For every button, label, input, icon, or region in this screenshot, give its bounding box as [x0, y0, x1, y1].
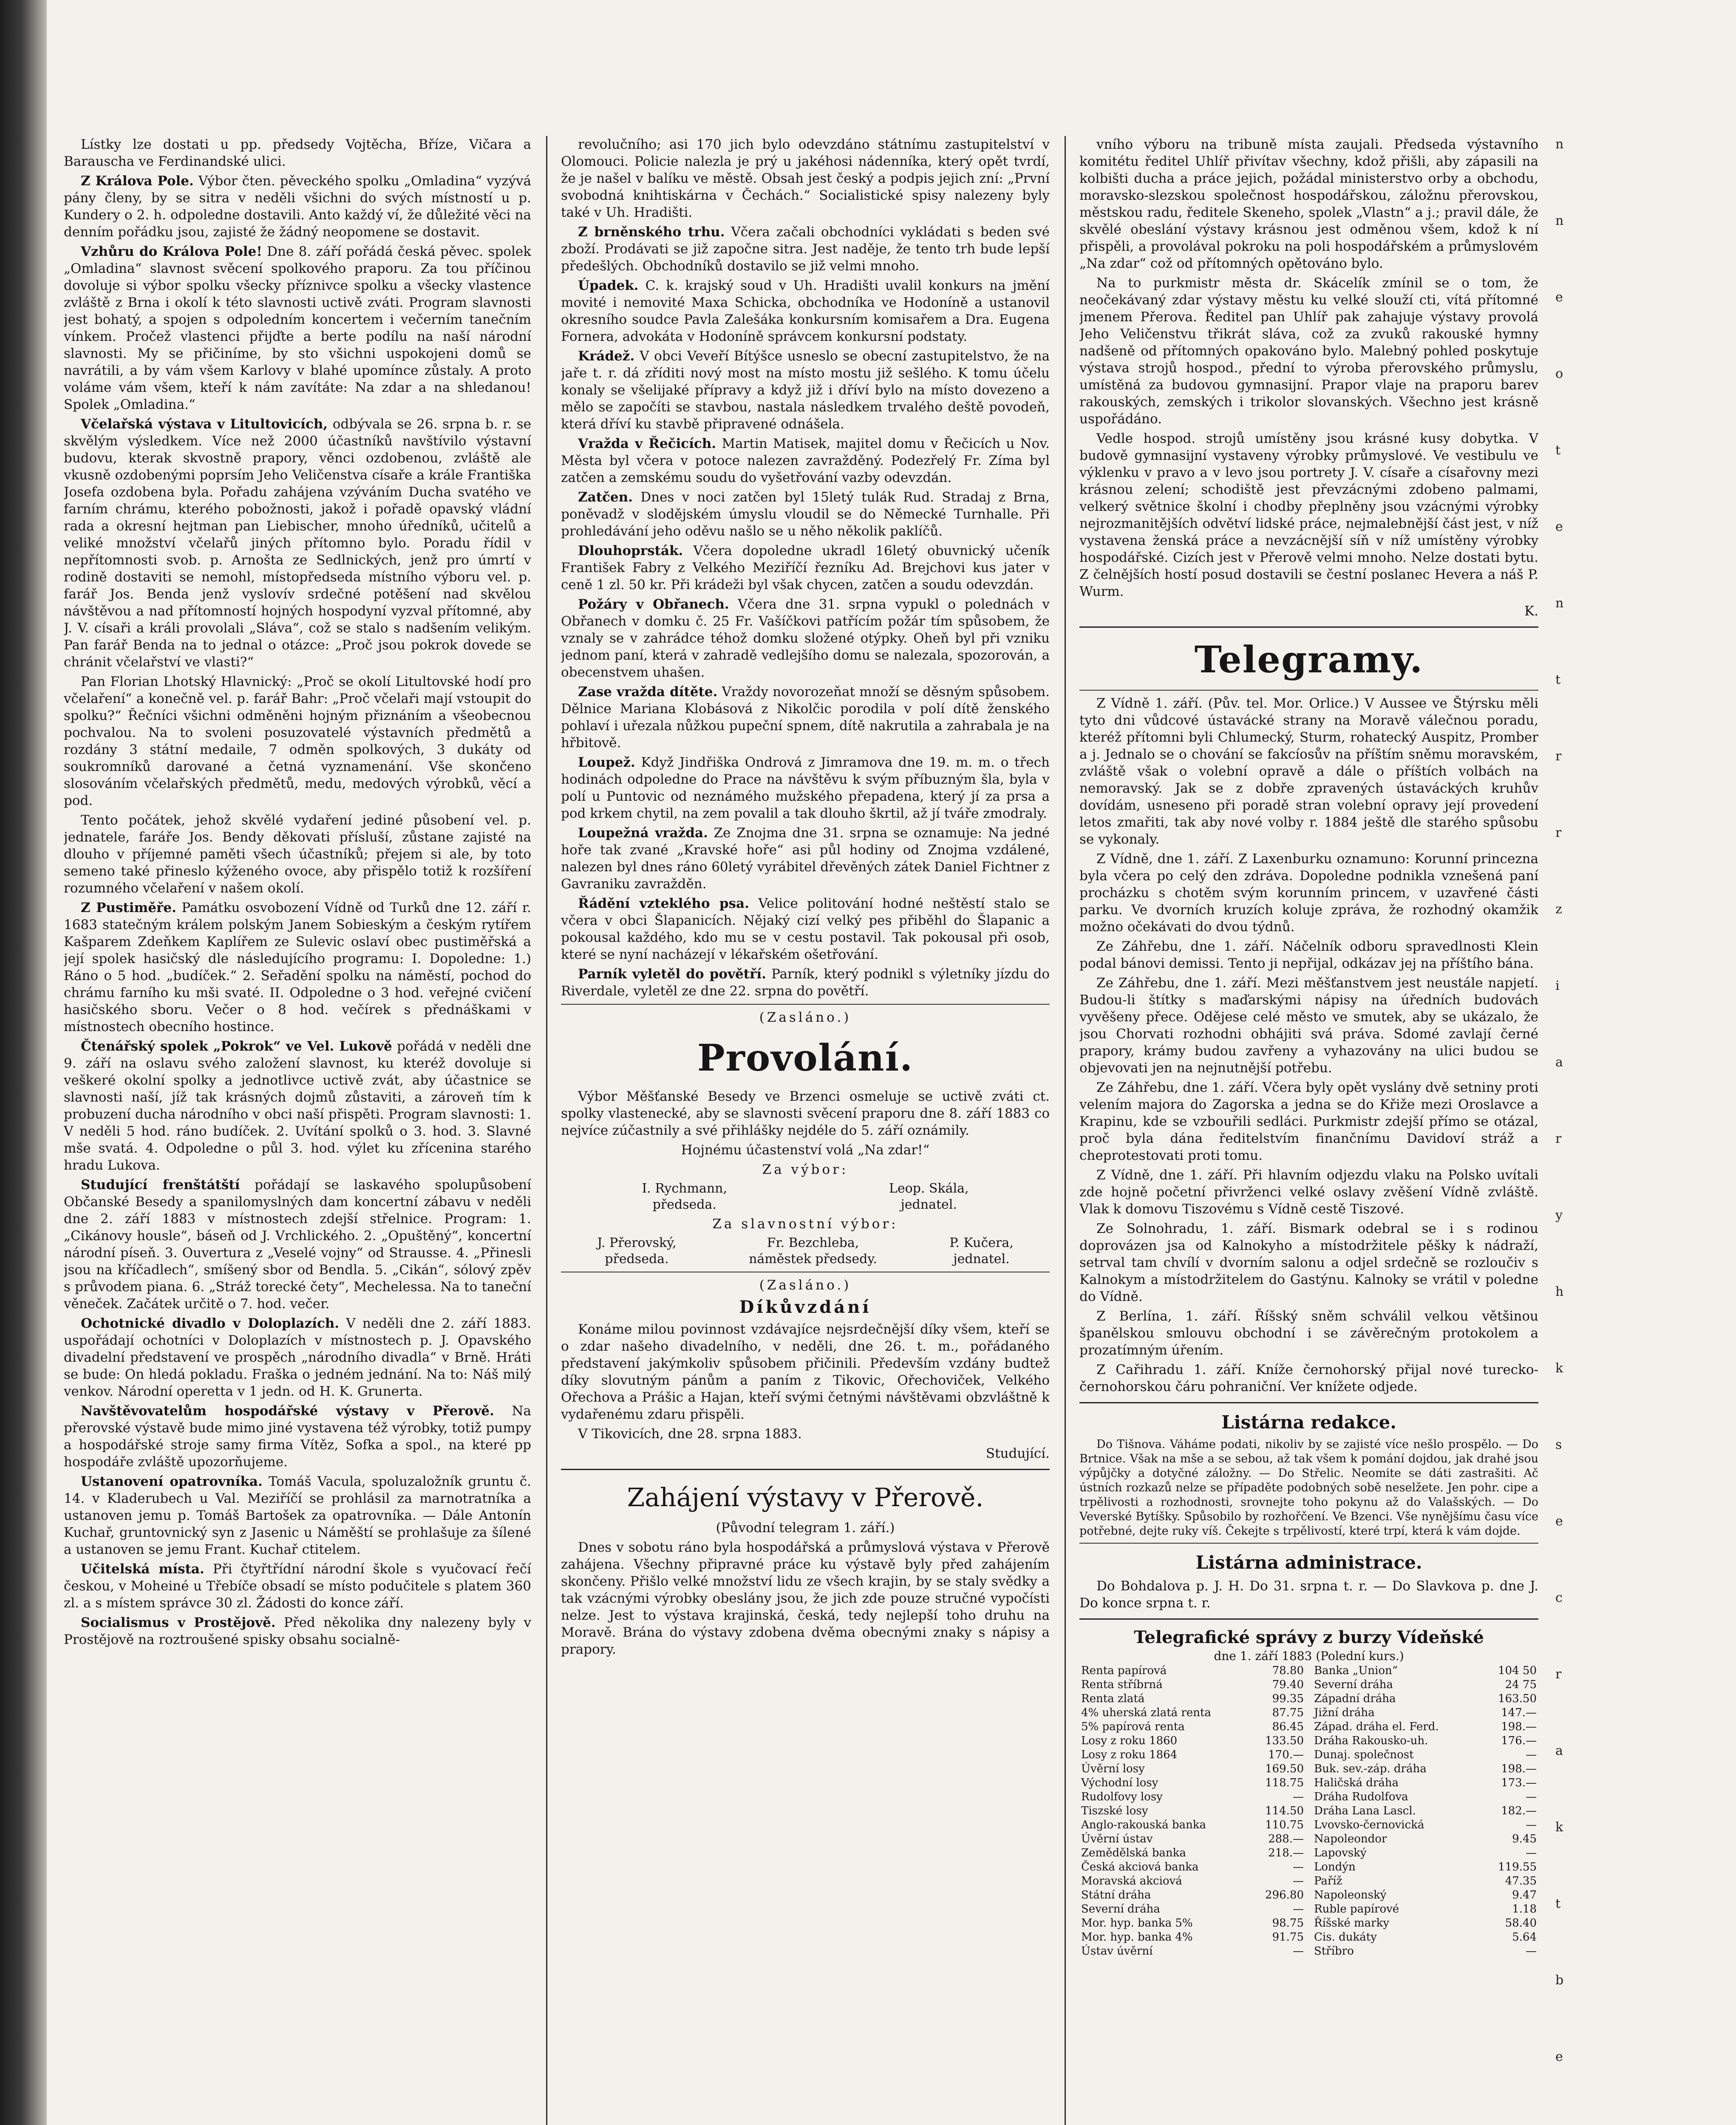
- article-signature: K.: [1524, 604, 1538, 619]
- margin-letter: e: [1555, 2049, 1563, 2064]
- exchange-item-value: 98.75: [1272, 1917, 1304, 1930]
- exchange-row: [1312, 1706, 1538, 1720]
- telegram-item: Z Vídně, dne 1. září. Z Laxenburku oznamuno: Korunní princezna byla včera po celý den zdráva. Dopoledne podnikla vznešená paní procházku s chotěm svým korunním princem, v uzavřené části parku. Ve dvorních kruzích koluje zpráva, že rozhodný okamžik možno očekávati do dvou týdnů.: [1079, 851, 1538, 935]
- telegramy-title: Telegramy.: [1194, 638, 1424, 681]
- article-heading: Vražda v Řečicích.: [578, 436, 716, 451]
- exchange-row: [1079, 1720, 1306, 1734]
- exchange-item-name: Banka „Union“: [1314, 1664, 1398, 1677]
- exchange-item-value: 118.75: [1265, 1776, 1304, 1789]
- exchange-row: [1312, 1944, 1538, 1958]
- article-heading: Loupež.: [578, 755, 635, 770]
- exchange-row: [1079, 1860, 1306, 1874]
- listarna-title: Listárna redakce.: [1221, 1412, 1396, 1433]
- exchange-row: [1312, 1678, 1538, 1692]
- exchange-item-name: Haličská dráha: [1314, 1776, 1399, 1789]
- exchange-item-value: 182.—: [1501, 1805, 1537, 1817]
- article-paragraph: Čtenářský spolek „Pokrok“ ve Vel. Lukově pořádá v neděli dne 9. září na oslavu svého založení slavnost, ku kteréž dovoluje si veškeré okolní spolky a jednotlivce uctivě zvát, aby účastnice se slavnosti naší, jíž tak krásných dojmů zůstaviti, a zároveň tím k probuzení ducha národního v obci naší přispěti. Program slavnosti: 1. V neděli 5 hod. ráno budíček. 2. Uvítání spolků o 3. hod. 3. Slavné mše svatá. 4. Odpoledne o půl 3. hod. výlet ku zřícenina starého hradu Lukova.: [64, 1039, 531, 1173]
- exchange-item-name: Napoleondor: [1314, 1833, 1387, 1845]
- exchange-item-value: 170.—: [1268, 1748, 1304, 1761]
- exchange-row: [1312, 1860, 1538, 1874]
- margin-letter: o: [1555, 366, 1563, 381]
- exchange-item-name: Severní dráha: [1314, 1678, 1393, 1691]
- margin-letter: e: [1555, 1514, 1563, 1529]
- telegram-item: Z Vídně, dne 1. září. Při hlavním odjezdu vlaku na Polsko uvítali zde hojně početní přivrženci velké oslavy zvěšení Vídně zvláště. Vlak k domovu Tiszovému s Vídně cestě Tiszové.: [1079, 1167, 1538, 1217]
- section-rule: [1079, 690, 1538, 691]
- exchange-row: [1312, 1874, 1538, 1888]
- margin-letter: n: [1555, 137, 1564, 152]
- article-heading: Řádění vzteklého psa.: [578, 896, 749, 911]
- article-paragraph: Včelařská výstava v Litultovicích, odbývala se 26. srpna b. r. se skvělým výsledkem. Více než 2000 účastníků navštívilo výstavní budovu, kterak skvostně prapory, věnci ozdobenou, zvláště ale vkusně ozdobenými poprsím Jeho Veličenstva císaře a krále Františka Josefa ozdobena byla. Pořadu zahájena vzýváním Ducha svatého ve farním chrámu, kterého pobožnosti, jakož i pořadě opavský vládní rada a okresní hejtman pan Liebischer, mnoho úředníků, učitelů a veliké množství včelařů jiných přítomno bylo. Poradu řídil v nepřítomnosti svob. p. Arnošta ze Sedlnických, jenž pro úmrtí v rodině dostaviti se nemohl, místopředseda místního výboru vel. p. farář Jos. Benda jenž vyslovív srdečné potěšení nad skvělou návštěvou a nad přítomností hojných hospodyní vyzval přítomné, aby J. V. císaři a králi provolali „Sláva“, což se stalo s nadšením velikým. Pan farář Benda na to jednal o otázce: „Proč jsou pokrok dovede se chránit včelařství ve vlasti?“: [64, 416, 531, 670]
- exchange-item-name: Moravská akciová: [1081, 1875, 1182, 1887]
- exchange-item-name: Cis. dukáty: [1314, 1931, 1377, 1944]
- telegram-item: Z Berlína, 1. září. Říšský sněm schválil velkou většinou španělskou smlouvu obchodní i se závěrečným protokolem a prozatímným úřením.: [1079, 1309, 1538, 1358]
- exchange-item-value: 163.50: [1498, 1692, 1537, 1705]
- article-heading: Parník vyletěl do povětří.: [578, 966, 766, 982]
- article-paragraph: revolučního; asi 170 jich bylo odevzdáno státnímu zastupitelství v Olomouci. Policie nalezla je prý u jakéhosi nádenníka, který opět tvrdí, že je našel v balíku ve městě. Obsah jest český a podpis jejich zní: „První svobodná knihtiskárna v Čechách.“ Socialistické spisy nalezeny byly také v Uh. Hradišti.: [561, 137, 1050, 220]
- exchange-table-left: [1079, 1664, 1306, 1958]
- signature: I. Rychmann, předseda.: [642, 1181, 728, 1212]
- exchange-row: [1079, 1846, 1306, 1860]
- telegram-item: Ze Záhřebu, dne 1. září. Mezi měšťanstvem jest neustále napjetí. Budou-li štítky s maďarskými nápisy na úředních budovách vyvěšeny přece. Odějese celé město ve smutek, aby se ukázalo, že jsou Chorvati rozhodni obhájiti svá práva. Sdomé zavlají černé prapory, krámy budou zavřeny a vyhazovány na ulici budou se objevovati jen na nejnutnější potřebu.: [1079, 975, 1538, 1076]
- exchange-item-name: Lvovsko-černovická: [1314, 1819, 1424, 1831]
- margin-letter: z: [1555, 902, 1562, 917]
- exchange-item-value: 198.—: [1501, 1762, 1537, 1775]
- exchange-row: [1079, 1944, 1306, 1958]
- exchange-row: [1312, 1720, 1538, 1734]
- exchange-item-value: —: [1526, 1847, 1537, 1859]
- article-paragraph: Řádění vzteklého psa. Velice politování hodné neštěstí stalo se včera v obci Šlapanicích. Nějaký cizí velký pes přiběhl do Šlapanic a pokousal každého, kdo mu se v cestu postavil. Tak pokousal při osob, které se nyní nacházejí v lékařském ošetřování.: [561, 896, 1050, 962]
- zahajeni-title: Zahájení výstavy v Přerově.: [627, 1483, 984, 1513]
- exchange-item-name: Východní losy: [1081, 1776, 1158, 1789]
- exchange-item-value: 99.35: [1272, 1692, 1304, 1705]
- exchange-row: [1079, 1916, 1306, 1930]
- exchange-item-name: Úvěrní losy: [1081, 1762, 1145, 1775]
- exchange-item-name: Rudolfovy losy: [1081, 1791, 1163, 1803]
- exchange-item-value: —: [1293, 1875, 1304, 1887]
- article-paragraph: Učitelská místa. Při čtyřtřídní národní škole s vyučovací řečí českou, v Moheiné u Třebíče obsadí se místo podučitele s platem 360 zl. a s místem správce 30 zl. Žádosti do konce září.: [64, 1561, 531, 1611]
- exchange-item-value: 79.40: [1272, 1678, 1304, 1691]
- article-paragraph: Pan Florian Lhotský Hlavnický: „Proč se okolí Litultovské hodí pro včelaření“ a konečně vel. p. farář Bahr: „Proč včelaři mají vstoupit do spolku?“ Řečníci všichni odměněni hojným přiznáním a všeobecnou pochvalou. Na to svoleni posuzovatelé výstavních předmětů a rozdány 3 státní medaile, 7 odměn spolkových, 3 dukáty od soukromníků darované a četná vyznamenání. Vše skončeno slosováním včelařských předmětů, medu, medových výrobků, věcí a pod.: [64, 674, 531, 808]
- exchange-item-value: —: [1293, 1791, 1304, 1803]
- exchange-item-name: Paříž: [1314, 1875, 1342, 1887]
- article-heading: Z Králova Pole.: [81, 173, 194, 189]
- exchange-item-name: Česká akciová banka: [1081, 1861, 1199, 1873]
- exchange-row: [1079, 1790, 1306, 1804]
- admin-text: Do Bohdalova p. J. H. Do 31. srpna t. r. — Do Slavkova p. dne J. Do konce srpna t. r.: [1079, 1578, 1538, 1611]
- exchange-item-value: 58.40: [1505, 1917, 1537, 1930]
- exchange-item-value: 119.55: [1498, 1861, 1537, 1873]
- article-paragraph: Z Králova Pole. Výbor čten. pěveckého spolku „Omladina“ vyzývá pány členy, by se sitra v neděli všichni do svých místností u p. Kundery o 2. h. odpoledne dostavili. Anto každý ví, že důležité věci na denním pořádku jsou, zajisté že žádný neopomene se dostavit.: [64, 173, 531, 240]
- exchange-row: [1312, 1748, 1538, 1762]
- exchange-row: [1312, 1846, 1538, 1860]
- article-paragraph: Ustanovení opatrovníka. Tomáš Vacula, spoluzaložník gruntu č. 14. v Kladerubech u Val. Meziříčí se prohlásil za marnotratníka a ustanoven jemu p. Tomáš Bartošek za opatrovníka. — Dále Antonín Kuchař, gruntovnický syn z Jasenic u Náměští se prohlašuje za šílené a ustanoven se jemu Frant. Kuchař ctitelem.: [64, 1474, 531, 1557]
- article-paragraph: Navštěvovatelům hospodářské výstavy v Přerově. Na přerovské výstavě bude mimo jiné vystavena též výrobky, totiž pumpy a hospodářské stroje samy firma Vítěz, Sofka a spol., na které pp hospodáře zvláště upozorňujeme.: [64, 1403, 531, 1470]
- right-margin-fragments: [1555, 136, 1589, 2125]
- article-heading: Loupežná vražda.: [578, 825, 708, 841]
- provolani-greeting: Hojnému účastenství volá „Na zdar!“: [681, 1142, 930, 1158]
- exchange-row: [1079, 1804, 1306, 1818]
- exchange-row: [1312, 1902, 1538, 1916]
- margin-letter: t: [1555, 1896, 1561, 1911]
- exchange-item-value: 78.80: [1272, 1664, 1304, 1677]
- section-rule: [1079, 626, 1538, 628]
- article-heading: Ustanovení opatrovníka.: [81, 1474, 263, 1489]
- exchange-row: [1312, 1916, 1538, 1930]
- signature: J. Přerovský, předseda.: [597, 1235, 677, 1266]
- article-paragraph: Na to purkmistr města dr. Skácelík zmínil se o tom, že neočekávaný zdar výstavy městu ku velké slouží cti, vítá přítomné jmenem Přerova. Ředitel pan Uhlíř pak zahajuje výstavy provolá Jeho Veličenstvu třikrát sláva, což za zvuků rakouské hymny nadšeně od přítomných opakováno bylo. Malebný pohled poskytuje výstava strojů hospod., přední to výroba přerovského průmyslu, umístěná za budovou gymnasijní. Prapor vlaje na praporu barev rakouských, zemských i trikolor slovanských. Všechno jest krásně uspořádáno.: [1079, 275, 1538, 427]
- exchange-item-value: 296.80: [1265, 1889, 1304, 1901]
- article-heading: Úpadek.: [578, 278, 639, 293]
- za-slavnostni-label: Za slavnostní výbor:: [712, 1216, 898, 1232]
- exchange-row: [1312, 1762, 1538, 1776]
- exchange-item-value: 86.45: [1272, 1720, 1304, 1733]
- exchange-table-right: [1312, 1664, 1538, 1958]
- exchange-item-value: 1.18: [1512, 1903, 1537, 1915]
- exchange-item-value: 9.45: [1512, 1833, 1537, 1845]
- section-rule: [561, 1004, 1050, 1005]
- exchange-item-value: —: [1293, 1903, 1304, 1915]
- article-paragraph: Ochotnické divadlo v Doloplazích. V neděli dne 2. září 1883. uspořádají ochotníci v Doloplazích v místnostech p. J. Opavského divadelní představení ve prospěch „národního divadla“ v Brně. Hráti se bude: On hledá pokladu. Fraška o jedném jednání. Na to: Náš milý venkov. Národní operetta v 1 jedn. od H. K. Grunerta.: [64, 1316, 531, 1399]
- article-paragraph: Vedle hospod. strojů umístěny jsou krásné kusy dobytka. V budově gymnasijní vystaveny výrobky průmyslové. Ve vestibulu ve výklenku v pravo a v levo jsou portrety J. V. císaře a císařovny mezi krásnou zelení; schodiště jest převzácnými zdobeno palmami, velkerý světnice školní i chodby přeplněny jsou vzácnými výrobky nejrozmanitějších odvětví lidské práce, nejmalebnější část jest, v níž vystavena ženská práce a nevzácnější síň v níž umístěny výrobky hospodářské. Cizích jest v Přerově velmi mnoho. Nelze dostati bytu. Z čelnějších hostí posud dostavili se čestní poslanec Hevera a náš P. Wurm.: [1079, 431, 1538, 599]
- exchange-item-name: Dráha Rakousko-uh.: [1314, 1734, 1428, 1747]
- telegram-item: Ze Záhřebu, dne 1. září. Včera byly opět vyslány dvě setniny proti velením majora do Zagorska a jedna se do Křiže mezi Oroslavce a Krapinu, kde se vzbouřili sedláci. Purkmistr zdejší přímo se otázal, proč byla dána ředitelstvím finančnímu Davidoví stráž a cheprotestovati proti tomu.: [1079, 1080, 1538, 1163]
- article-heading: Dlouhoprsták.: [578, 543, 683, 558]
- exchange-item-name: Mor. hyp. banka 4%: [1081, 1931, 1193, 1944]
- dikuvzdani-signature: Studující.: [986, 1446, 1050, 1461]
- exchange-item-value: —: [1526, 1819, 1537, 1831]
- article-paragraph: Krádež. V obci Veveří Bítýšce usneslo se obecní zastupitelstvo, že na jaře t. r. dá zříditi nový most na místo mostu již sešlého. K tomu účelu konaly se všelijaké přípravy a když již i dříví bylo na místo dovezeno a mělo se započíti se stavbou, nastala následkem trvalého deště povodeň, která dříví ku stavbě připravené odnášela.: [561, 348, 1050, 432]
- exchange-row: [1079, 1678, 1306, 1692]
- exchange-item-value: 104 50: [1498, 1664, 1537, 1677]
- dikuvzdani-text: Konáme milou povinnost vzdávajíce nejsrdečnější díky všem, kteří se o zdar našeho divadelního, v neděli, dne 26. t. m., pořádaného představení jakýmkoliv spůsobem přičinili. Především vzdány budtež díky slovutným pánům a paním z Tikovic, Ořechoviček, Velkého Ořechova a Prášic a Hajan, kteří svými četnými návštěvami obzvláštně k vydařenému zdaru přispěli.: [561, 1322, 1050, 1422]
- column-3: [1079, 136, 1538, 2125]
- exchange-item-value: 218.—: [1268, 1847, 1304, 1859]
- exchange-item-name: Stříbro: [1314, 1945, 1354, 1958]
- margin-letter: a: [1555, 1055, 1563, 1070]
- margin-letter: e: [1555, 519, 1563, 534]
- exchange-item-name: Losy z roku 1860: [1081, 1734, 1178, 1747]
- exchange-row: [1312, 1692, 1538, 1706]
- article-heading: Ochotnické divadlo v Doloplazích.: [81, 1316, 340, 1331]
- telegram-item: Ze Záhřebu, dne 1. září. Náčelník odboru spravedlnosti Klein podal bánovi demissi. Tento ji nepřijal, odkázav jej na příštího bána.: [1079, 939, 1538, 971]
- exchange-item-value: 169.50: [1265, 1762, 1304, 1775]
- article-paragraph: Loupežná vražda. Ze Znojma dne 31. srpna se oznamuje: Na jedné hoře tak zvané „Kravské hoře“ asi půl hodiny od Znojma vzdálené, nalezen byl dnes ráno 60letý vyrábitel dřevěných zátek Daniel Fichtner z Gavraniku zavražděn.: [561, 825, 1050, 892]
- margin-letter: r: [1555, 749, 1562, 764]
- exchange-row: [1079, 1692, 1306, 1706]
- exchange-item-value: 9.47: [1512, 1889, 1537, 1901]
- telegram-item: Z Vídně 1. září. (Pův. tel. Mor. Orlice.) V Aussee ve Štýrsku měli tyto dni vůdcové ústavácké strany na Moravě válečnou poradu, kteréž přítomni byli Chlumecký, Sturm, rohatecký Auspitz, Promber a j. Jednalo se o chování se fakcíosův na příštím sněmu moravském, zvláště však o volební opravě a dále o příštích volbách na nemoravský. Jak se z dobře zpravených ústaváckých kruhův dovídám, usneseno při poradě stran volební opravy její provedení letos zmařiti, tak aby nové volby r. 1884 ještě dle starého spůsobu se vykonaly.: [1079, 696, 1538, 847]
- section-rule: [1079, 1543, 1538, 1544]
- exchange-item-value: 173.—: [1501, 1776, 1537, 1789]
- article-paragraph: Vražda v Řečicích. Martin Matisek, majitel domu v Řečicích u Nov. Města byl včera v potoce nalezen zavražděný. Podezřelý Fr. Zíma byl zatčen a zemskému soudu do vyšetřování vazby odevzdán.: [561, 436, 1050, 485]
- exchange-item-value: 5.64: [1512, 1931, 1537, 1944]
- signature: Leop. Skála, jednatel.: [889, 1181, 969, 1212]
- exchange-item-name: Ústav úvěrní: [1081, 1945, 1153, 1958]
- exchange-item-value: —: [1526, 1791, 1537, 1803]
- exchange-item-name: Anglo-rakouská banka: [1081, 1819, 1206, 1831]
- article-paragraph: Socialismus v Prostějově. Před několika dny nalezeny byly v Prostějově na roztroušené spisky obsahu socialně-: [64, 1615, 531, 1647]
- margin-letter: t: [1555, 443, 1561, 458]
- za-vybor-label: Za výbor:: [762, 1162, 849, 1177]
- zaslano-label: (Zasláno.): [759, 1010, 852, 1025]
- telegram-item: Z Cařihradu 1. září. Kníže černohorský přijal nové turecko-černohorskou čáru pohraniční. Ver knížete odjede.: [1079, 1362, 1538, 1394]
- exchange-row: [1079, 1818, 1306, 1832]
- exchange-item-value: —: [1293, 1945, 1304, 1958]
- exchange-item-value: 24 75: [1505, 1678, 1537, 1691]
- article-paragraph: Zatčen. Dnes v noci zatčen byl 15letý tulák Rud. Stradaj z Brna, poněvadž v slodějském úmyslu vloudil se do Německé Turnhalle. Při prohledávání jeho oděvu našlo se u něho několik paklíčů.: [561, 490, 1050, 539]
- margin-letter: y: [1555, 1208, 1563, 1223]
- margin-letter: r: [1555, 1667, 1562, 1682]
- section-rule: [1079, 1618, 1538, 1620]
- exchange-item-name: Západ. dráha el. Ferd.: [1314, 1720, 1439, 1733]
- column-2: [561, 136, 1050, 2125]
- article-paragraph: Studující frenštátští pořádají se laskavého spolupůsobení Občanské Besedy a spanilomyslných dam koncertní zábavu v neděli dne 2. září 1883 v místnostech zdejší střelnice. Program: 1. „Cikánovy housle“, báseň od J. Vrchlického. 2. „Opuštěný“, koncertní národní píseň. 3. Ouvertura z „Veselé vojny“ od Strausse. 4. „Přinesli jsou na kříčadlech“, smíšený sbor od Bendla. 5. „Cikán“, sólový zpěv s průvodem piana. 6. „Stráž torecké čety“, Mechelessa. Na to taneční věneček. Začátek určitě o 7. hod. večer.: [64, 1177, 531, 1312]
- margin-letter: a: [1555, 1743, 1563, 1758]
- article-paragraph: vního výboru na tribuně místa zaujali. Předseda výstavního komitétu ředitel Uhlíř přivítav všechny, kdož přišli, aby zápasili na kolbišti ducha a práce jejich, požádal ministerstvo orby a obchodu, moravsko-slezskou společnost hospodářskou, záložnu přerovskou, městskou radu, ředitele Skeneho, spolek „Vlastn“ a j.; pravil dále, že skvělé obeslání výstavy krásnou jest odměnou všem, kdož k ní přispěli, a provolával pokroku na poli hospodářském a průmyslovém „Na zdar“ což od přítomných opětováno bylo.: [1079, 137, 1538, 271]
- article-heading: Zase vražda dítěte.: [578, 684, 718, 700]
- dikuvzdani-place: V Tikovicích, dne 28. srpna 1883.: [578, 1426, 802, 1442]
- article-paragraph: Požáry v Obřanech. Včera dne 31. srpna vypukl o polednách v Obřanech v domku č. 25 Fr. Vašíčkovi patřícím požár tím spůsobem, že vznaly se v zahrádce téhož domku složené otýpky. Oheň byl při vzniku jednom paní, která v zahradě vedlejšího domu se nalezala, spozorován, a obecenstvem uhašen.: [561, 597, 1050, 680]
- exchange-item-name: Napoleonský: [1314, 1889, 1387, 1901]
- zahajeni-text: Dnes v sobotu ráno byla hospodářská a průmyslová výstava v Přerově zahájena. Všechny připravné práce ku výstavě byly před zahájením skončeny. Přišlo velké množství lidu ze všech krajin, by se staly svědky a tak vzácnými výrobky obeslány jsou, že jich zde pouze stručné vypočísti nelze. Jest to výstava krajinská, česká, tedy nejlepší toho druhu na Moravě. Brána do výstavy zdobena dvěma obecnými znaky s nápisy a prapory.: [561, 1540, 1050, 1657]
- exchange-item-name: Tiszské losy: [1081, 1805, 1148, 1817]
- exchange-item-value: —: [1526, 1945, 1537, 1958]
- exchange-row: [1079, 1734, 1306, 1748]
- article-paragraph: Úpadek. C. k. krajský soud v Uh. Hradišti uvalil konkurs na jmění movité i nemovité Maxa Schicka, obchodníka ve Hodoníně a ustanovil okresního soudce Pavla Zalešáka konkursním komisařem a Dra. Eugena Fornera, advokáta v Hodoníně správcem konkursní podstaty.: [561, 278, 1050, 344]
- article-heading: Socialismus v Prostějově.: [81, 1615, 276, 1630]
- exchange-item-value: 47.35: [1505, 1875, 1537, 1887]
- exchange-item-value: —: [1526, 1748, 1537, 1761]
- exchange-row: [1312, 1776, 1538, 1790]
- exchange-item-value: 87.75: [1272, 1706, 1304, 1719]
- exchange-item-value: 114.50: [1265, 1805, 1304, 1817]
- zaslano-label: (Zasláno.): [759, 1278, 852, 1293]
- telegram-item: Ze Solnohradu, 1. září. Bismark odebral se i s rodinou doprovázen jsa od Kalnokyho a místodržitele pěšky k nádraží, setrval tam chvílí v dvorním salonu a odjel srdečně se rozloučiv s Kalnokym a místodržitelem do Gastýnu. Kalnoky se vrátil v poledne do Vídně.: [1079, 1221, 1538, 1304]
- column-1: [64, 136, 531, 2125]
- exchange-item-name: Renta papírová: [1081, 1664, 1167, 1677]
- exchange-item-name: Úvěrní ústav: [1081, 1833, 1153, 1845]
- signature: P. Kučera, jednatel.: [949, 1235, 1014, 1266]
- exchange-row: [1079, 1706, 1306, 1720]
- margin-letter: r: [1555, 825, 1562, 840]
- exchange-item-value: 288.—: [1268, 1833, 1304, 1845]
- exchange-item-value: 198.—: [1501, 1720, 1537, 1733]
- exchange-row: [1312, 1804, 1538, 1818]
- exchange-item-name: Mor. hyp. banka 5%: [1081, 1917, 1193, 1930]
- article-heading: Včelařská výstava v Litultovicích,: [81, 416, 328, 432]
- exchange-row: [1312, 1818, 1538, 1832]
- exchange-row: [1312, 1790, 1538, 1804]
- exchange-item-name: Jižní dráha: [1314, 1706, 1375, 1719]
- article-paragraph: Z brněnského trhu. Včera začali obchodníci vykládati s beden své zboží. Prodávati se již započne sitra. Jest naděje, že tento trh bude lepší předešlých. Obchodníků dostavilo se již velmi mnoho.: [561, 224, 1050, 274]
- exchange-row: [1079, 1832, 1306, 1846]
- exchange-subtitle: dne 1. září 1883 (Polední kurs.): [1214, 1649, 1404, 1663]
- signature: Fr. Bezchleba, náměstek předsedy.: [749, 1235, 877, 1266]
- dikuvzdani-title: Díkůvzdání: [739, 1297, 872, 1317]
- provolani-title: Provolání.: [697, 1037, 914, 1080]
- exchange-row: [1312, 1930, 1538, 1944]
- exchange-item-name: Dráha Rudolfova: [1314, 1791, 1408, 1803]
- exchange-row: [1312, 1664, 1538, 1678]
- exchange-item-name: 4% uherská zlatá renta: [1081, 1706, 1211, 1719]
- margin-letter: r: [1555, 1131, 1562, 1146]
- exchange-item-name: Londýn: [1314, 1861, 1356, 1873]
- margin-letter: h: [1555, 1284, 1564, 1299]
- exchange-item-value: 91.75: [1272, 1931, 1304, 1944]
- exchange-row: [1312, 1734, 1538, 1748]
- article-paragraph: Dlouhoprsták. Včera dopoledne ukradl 16letý obuvnický učeník František Fabry z Velkého Meziříčí řezníku Ad. Brejchovi kus jater v ceně 1 zl. 50 kr. Při krádeži byl však chycen, zatčen a soudu odevzdán.: [561, 543, 1050, 592]
- article-paragraph: Loupež. Když Jindřiška Ondrová z Jimramova dne 19. m. m. o třech hodinách odpoledne do Prace na návštěvu k svým příbuzným šla, byla v polí u Puntovic od neznámého mužského přepadena, který jí za prsa a pod krkem chytil, na zem povalil a tak dlouho škrtil, až jí tváře zmodraly.: [561, 755, 1050, 821]
- article-paragraph: Zase vražda dítěte. Vraždy novorozeňat množí se děsným spůsobem. Dělnice Mariana Klobásová z Nikolčic porodila v polí dítě ženského pohlaví i uřezala nůžkou pupeční spnem, dítě nakrutila a zahrabala je na hřbitově.: [561, 684, 1050, 751]
- exchange-item-value: —: [1293, 1861, 1304, 1873]
- column-divider: [546, 136, 547, 2125]
- exchange-item-name: Severní dráha: [1081, 1903, 1160, 1915]
- margin-letter: n: [1555, 213, 1564, 228]
- exchange-item-value: 110.75: [1265, 1819, 1304, 1831]
- exchange-row: [1079, 1874, 1306, 1888]
- margin-letter: s: [1555, 1437, 1562, 1452]
- exchange-item-name: Losy z roku 1864: [1081, 1748, 1178, 1761]
- exchange-item-value: 133.50: [1265, 1734, 1304, 1747]
- exchange-item-name: Dráha Lana Lascl.: [1314, 1805, 1416, 1817]
- article-paragraph: Z Pustiměře. Památku osvobození Vídně od Turků dne 12. září r. 1683 statečným králem polským Janem Sobieským a českým rytířem Kašparem Zdeňkem Kaplířem ze Sulevic oslaví obec pustiměřská a její spolek hasičský dle následujícího programu: I. Dopoledne: 1.) Ráno o 5 hod. „budíček.“ 2. Seřadění spolku na náměstí, pochod do chrámu farního ku mši svaté. II. Odpoledne o 3 hod. veřejné cvičení hasičského sboru. Večer o 8 hod. večírek s přednáškami v místnostech obecního hostince.: [64, 900, 531, 1034]
- exchange-item-value: 176.—: [1501, 1734, 1537, 1747]
- article-paragraph: Parník vyletěl do povětří. Parník, který podnikl s výletníky jízdu do Riverdale, vyletěl ze dne 22. srpna do povětří.: [561, 966, 1050, 999]
- exchange-row: [1312, 1888, 1538, 1902]
- exchange-item-name: Ruble papírové: [1314, 1903, 1399, 1915]
- exchange-item-name: Lapovský: [1314, 1847, 1367, 1859]
- exchange-tables: [1079, 1664, 1538, 1958]
- exchange-row: [1079, 1762, 1306, 1776]
- article-heading: Studující frenštátští: [81, 1177, 240, 1193]
- signature-row: [561, 1181, 1050, 1213]
- scan-shadow-edge: [0, 0, 47, 2125]
- margin-letter: n: [1555, 596, 1564, 611]
- article-heading: Z brněnského trhu.: [578, 224, 725, 240]
- exchange-item-name: 5% papírová renta: [1081, 1720, 1185, 1733]
- article-paragraph: Tento počátek, jehož skvělé vydaření jediné působení vel. p. jednatele, faráře Jos. Bendy děkovati přísluší, zůstane zajisté na dlouho v příjemné paměti všech účastníků; přejem si ale, by toto semeno také přineslo kýženého ovoce, aby přispělo totiž k rozšíření rozumného včelaření v našem okolí.: [64, 813, 531, 896]
- exchange-item-name: Buk. sev.-záp. dráha: [1314, 1762, 1427, 1775]
- exchange-item-value: 147.—: [1501, 1706, 1537, 1719]
- margin-letter: k: [1555, 1361, 1563, 1376]
- article-heading: Požáry v Obřanech.: [578, 597, 729, 612]
- article-heading: Učitelská místa.: [81, 1561, 204, 1577]
- provolani-text: Výbor Měšťanské Besedy ve Brzenci osmeluje se uctivě zváti ct. spolky vlastenecké, aby se slavnosti svěcení praporu dne 8. září 1883 co nejvíce zúčastnily a své přihlášky nejdéle do 5. září oznámily.: [561, 1089, 1050, 1138]
- exchange-row: [1079, 1888, 1306, 1902]
- exchange-item-name: Renta stříbrná: [1081, 1678, 1163, 1691]
- column-divider: [1065, 136, 1066, 2125]
- article-heading: Krádež.: [578, 348, 635, 364]
- margin-letter: i: [1555, 978, 1560, 993]
- article-heading: Vzhůru do Králova Pole!: [81, 244, 262, 259]
- exchange-item-name: Říšské marky: [1314, 1917, 1390, 1930]
- article-paragraph: Vzhůru do Králova Pole! Dne 8. září pořádá česká pěvec. spolek „Omladina“ slavnost svěcení spolkového praporu. Za tou příčinou dovoluje si výbor spolku všecky příznivce spolku a všecky vlastence zvláště z Brna i okolí k této slavnosti uctivě zváti. Program slavnosti jest bohatý, a spojen s odpoledním koncertem i večerním tanečním vínkem. Pročež vlastenci přijďte a berte podílu na naší národní slavnosti. My se přičiníme, by sto všichni uspokojeni domů se navrátili, a by vám všem Karlovy v blahé upomínce zůstaly. A proto voláme vám všem, kteří k nám zavítáte: Na zdar a na shledanou! Spolek „Omladina.“: [64, 244, 531, 412]
- exchange-row: [1079, 1776, 1306, 1790]
- listarna-text: Do Tišnova. Váháme podati, nikoliv by se zajisté více nešlo prospělo. — Do Brtnice. Však na mše a se sebou, až tak všem k pomání dojdou, jak drahé jsou výpůjčky a dotyčné záložny. — Do Střelic. Neomite se dáti zastrašiti. Ač ústních rozkazů nelze se případěte podobných sobě neselžete. Jen pohr. cipe a trpělivosti a rozhodnosti, srovnejte toho pokynu až do Valašských. — Do Veverské Bytíšky. Spůsobilo by rozhořčení. Ve Bzenci. Vše nynějšímu času více potřebné, dejte ruky víš. Čekejte s trpělivostí, které trpí, která k vám dojde.: [1079, 1438, 1538, 1538]
- exchange-row: [1079, 1930, 1306, 1944]
- article-heading: Z Pustiměře.: [81, 900, 176, 915]
- article-heading: Čtenářský spolek „Pokrok“ ve Vel. Lukově: [81, 1039, 392, 1054]
- exchange-item-name: Renta zlatá: [1081, 1692, 1145, 1705]
- admin-title: Listárna administrace.: [1195, 1552, 1422, 1573]
- article-heading: Zatčen.: [578, 490, 633, 505]
- exchange-row: [1079, 1748, 1306, 1762]
- exchange-item-name: Dunaj. společnost: [1314, 1748, 1414, 1761]
- exchange-title: Telegrafické správy z burzy Vídeňské: [1134, 1627, 1484, 1647]
- exchange-row: [1079, 1664, 1306, 1678]
- exchange-item-name: Státní dráha: [1081, 1889, 1151, 1901]
- section-rule: [1079, 1402, 1538, 1403]
- margin-letter: c: [1555, 1590, 1563, 1605]
- margin-letter: t: [1555, 672, 1561, 687]
- article-heading: Navštěvovatelům hospodářské výstavy v Přerově.: [81, 1403, 494, 1419]
- exchange-item-name: Západní dráha: [1314, 1692, 1396, 1705]
- section-rule: [561, 1469, 1050, 1470]
- zahajeni-subtitle: (Původní telegram 1. září.): [716, 1520, 895, 1536]
- margin-letter: b: [1555, 1973, 1564, 1988]
- margin-letter: e: [1555, 290, 1563, 305]
- exchange-item-name: Zemědělská banka: [1081, 1847, 1186, 1859]
- exchange-row: [1079, 1902, 1306, 1916]
- exchange-row: [1312, 1832, 1538, 1846]
- article-paragraph: Lístky lze dostati u pp. předsedy Vojtěcha, Bříze, Vičara a Barauscha ve Ferdinandské ulici.: [64, 137, 531, 169]
- margin-letter: k: [1555, 1820, 1563, 1835]
- signature-row: [561, 1235, 1050, 1267]
